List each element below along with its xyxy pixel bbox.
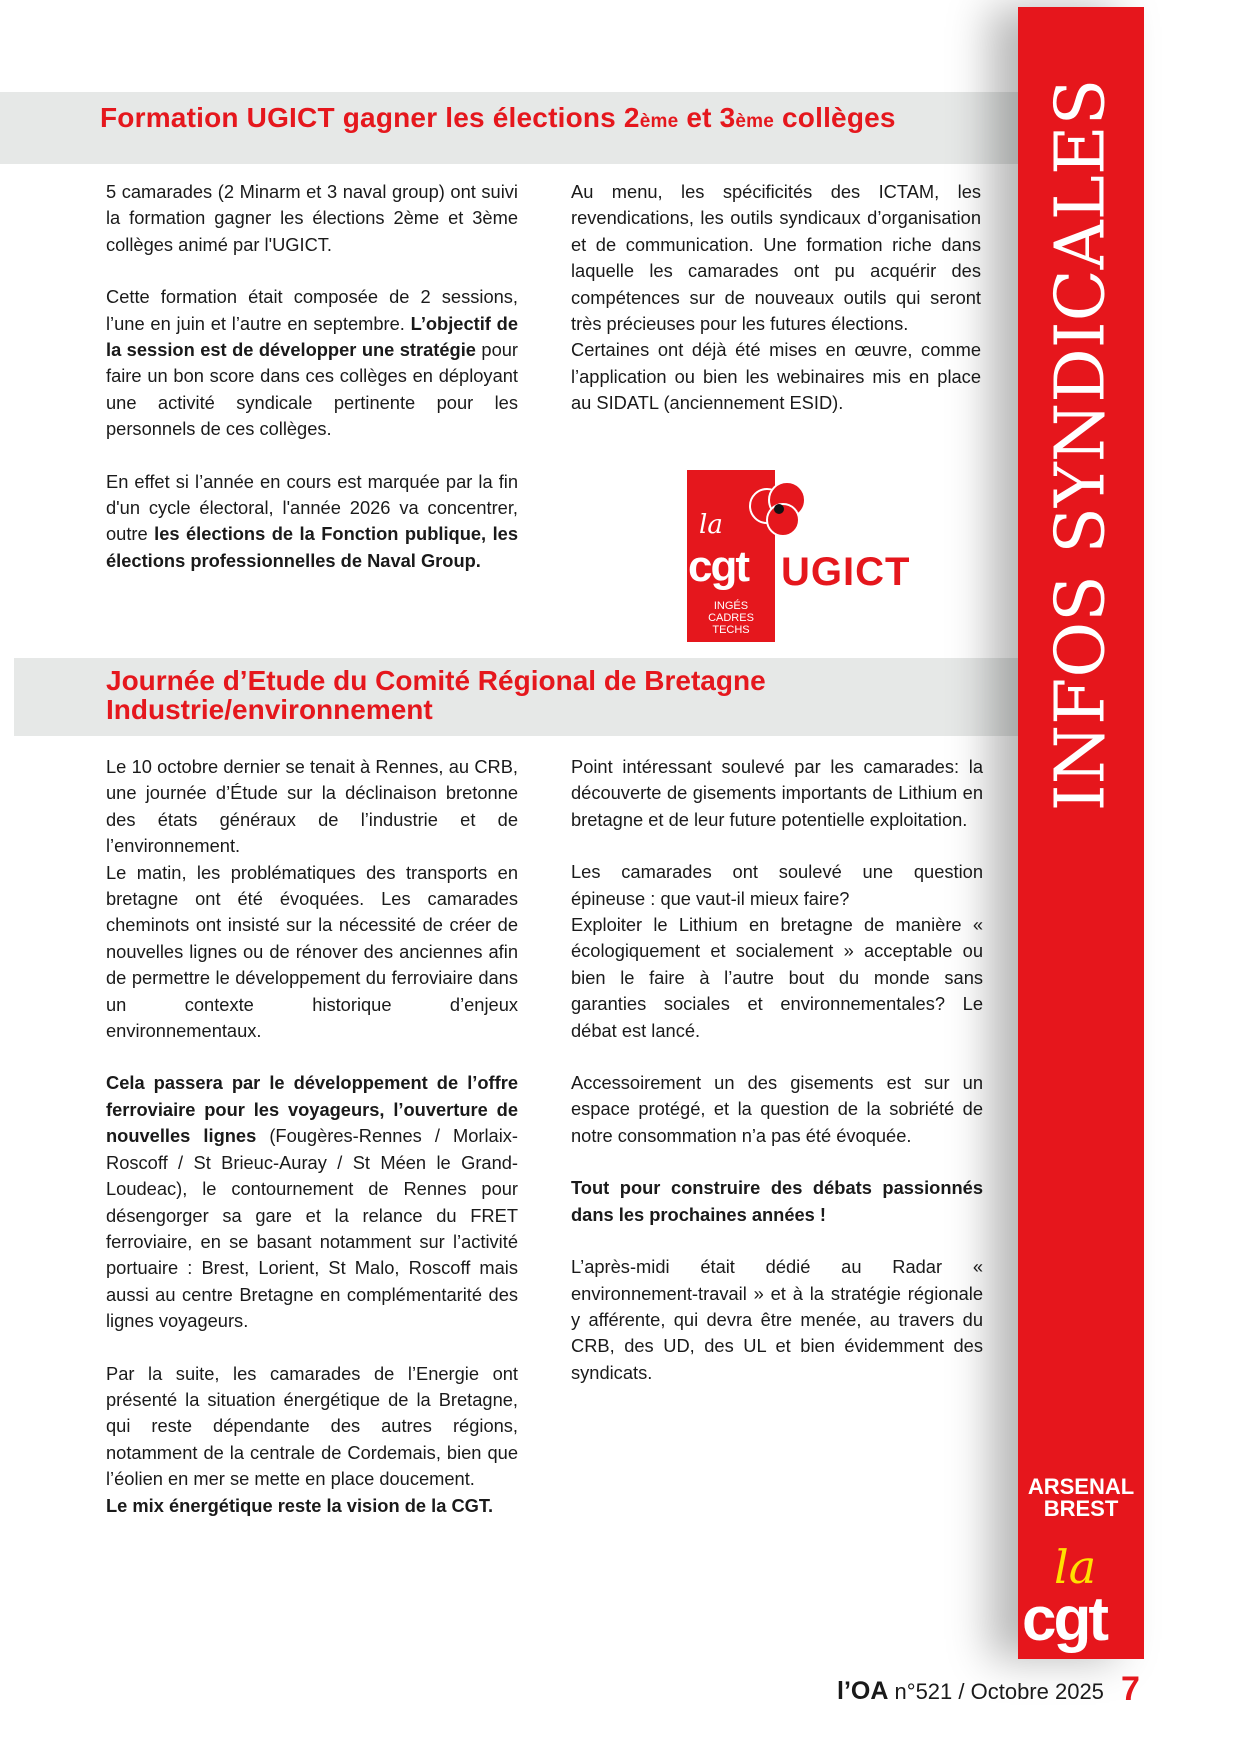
article2-column-right: [571, 754, 983, 1386]
logo-ugict-text: UGICT: [781, 550, 911, 594]
logo-la-text: la: [699, 510, 723, 540]
sidebar-cgt-logo: [1018, 1540, 1144, 1654]
page-number: 7: [1121, 1670, 1140, 1708]
article1-column-right: [571, 179, 981, 417]
article2-title: Journée d’Etude du Comité Régional de Bretagne Industrie/environnement: [106, 665, 766, 725]
poppy-icon: [747, 478, 809, 540]
footer-publication-info: l’OA n°521 / Octobre 2025: [837, 1677, 1104, 1705]
paragraph: Le 10 octobre dernier se tenait à Rennes, au CRB, une journée d’Étude sur la déclinaison bretonne des états généraux de l’industrie et de l’environnement.: [106, 756, 518, 857]
article1-title: Formation UGICT gagner les élections 2ème et 3ème collèges: [100, 102, 896, 133]
article2-column-left: [106, 754, 518, 1519]
paragraph: Cette formation était composée de 2 sessions, l’une en juin et l’autre en septembre. L’objectif de la session est de développer une stratégie pour faire un bon score dans ces collèges en déployant une activité syndicale pertinente pour les personnels de ces collèges.: [106, 286, 519, 440]
sidebar-vertical-title: INFOS SYNDICALES: [1041, 78, 1121, 812]
paragraph: 5 camarades (2 Minarm et 3 naval group) ont suivi la formation gagner les élections 2ème et 3ème collèges animé par l'UGICT.: [106, 181, 518, 255]
paragraph: Exploiter le Lithium en bretagne de manière « écologiquement et socialement » acceptable ou bien le faire à l’autre bout du monde sans garanties sociales et environnementales? Le débat est lancé.: [571, 914, 983, 1041]
logo-subtitle: INGÉS CADRES TECHS: [708, 600, 754, 636]
sidebar-logo-la: la: [1054, 1540, 1097, 1594]
cgt-ugict-logo: [687, 470, 937, 642]
paragraph: Les camarades ont soulevé une question épineuse : que vaut-il mieux faire?: [571, 861, 983, 909]
article1-column-left: [106, 179, 518, 574]
arsenal-brest-label: ARSENAL BREST: [1027, 1474, 1135, 1521]
paragraph: Le matin, les problématiques des transports en bretagne ont été évoquées. Les camarades cheminots ont insisté sur la nécessité de créer de nouvelles lignes ou de rénover des anciennes afin de permettre le développement du ferroviaire dans un contexte historique d’enjeux environnementaux.: [106, 861, 518, 1042]
paragraph: Tout pour construire des débats passionnés dans les prochaines années !: [571, 1177, 983, 1225]
logo-cgt-text: cgt: [688, 542, 748, 591]
paragraph: L’après-midi était dédié au Radar « environnement-travail » et à la stratégie régionale y afférente, qui devra être menée, au travers du CRB, des UD, des UL et bien évidemment des syndicats.: [571, 1256, 983, 1383]
sidebar-logo-cgt: cgt: [1022, 1585, 1106, 1654]
paragraph: Certaines ont déjà été mises en œuvre, comme l’application ou bien les webinaires mis en place au SIDATL (anciennement ESID).: [571, 339, 981, 414]
paragraph: Accessoirement un des gisements est sur un espace protégé, et la question de la sobriété de notre consommation n’a pas été évoquée.: [571, 1072, 983, 1146]
paragraph: Par la suite, les camarades de l’Energie ont présenté la situation énergétique de la Bretagne, qui reste dépendante des autres régions, notamment de la centrale de Cordemais, bien que l’éolien en mer se mette en place doucement.: [106, 1362, 518, 1490]
paragraph: Cela passera par le développement de l’offre ferroviaire pour les voyageurs, l’ouverture de nouvelles lignes (Fougères-Rennes / Morlaix-Roscoff / St Brieuc-Auray / St Méen le Grand-Loudeac), le contournement de Rennes pour désengorger sa gare et la relance du FRET ferroviaire, en se basant notamment sur l’activité portuaire : Brest, Lorient, St Malo, Roscoff mais aussi au centre Bretagne en complémentarité des lignes voyageurs.: [106, 1072, 518, 1332]
paragraph: Point intéressant soulevé par les camarades: la découverte de gisements importants de Lithium en bretagne et de leur future potentielle exploitation.: [571, 756, 983, 830]
paragraph: Le mix énergétique reste la vision de la CGT.: [106, 1494, 494, 1516]
paragraph: Au menu, les spécificités des ICTAM, les revendications, les outils syndicaux d’organisation et de communication. Une formation riche dans laquelle les camarades ont pu acquérir des compétences sur de nouveaux outils qui seront très précieuses pour les futures élections.: [571, 181, 981, 335]
paragraph: En effet si l’année en cours est marquée par la fin d'un cycle électoral, l'année 2026 va concentrer, outre les élections de la Fonction publique, les élections professionnelles de Naval Group.: [106, 470, 518, 571]
